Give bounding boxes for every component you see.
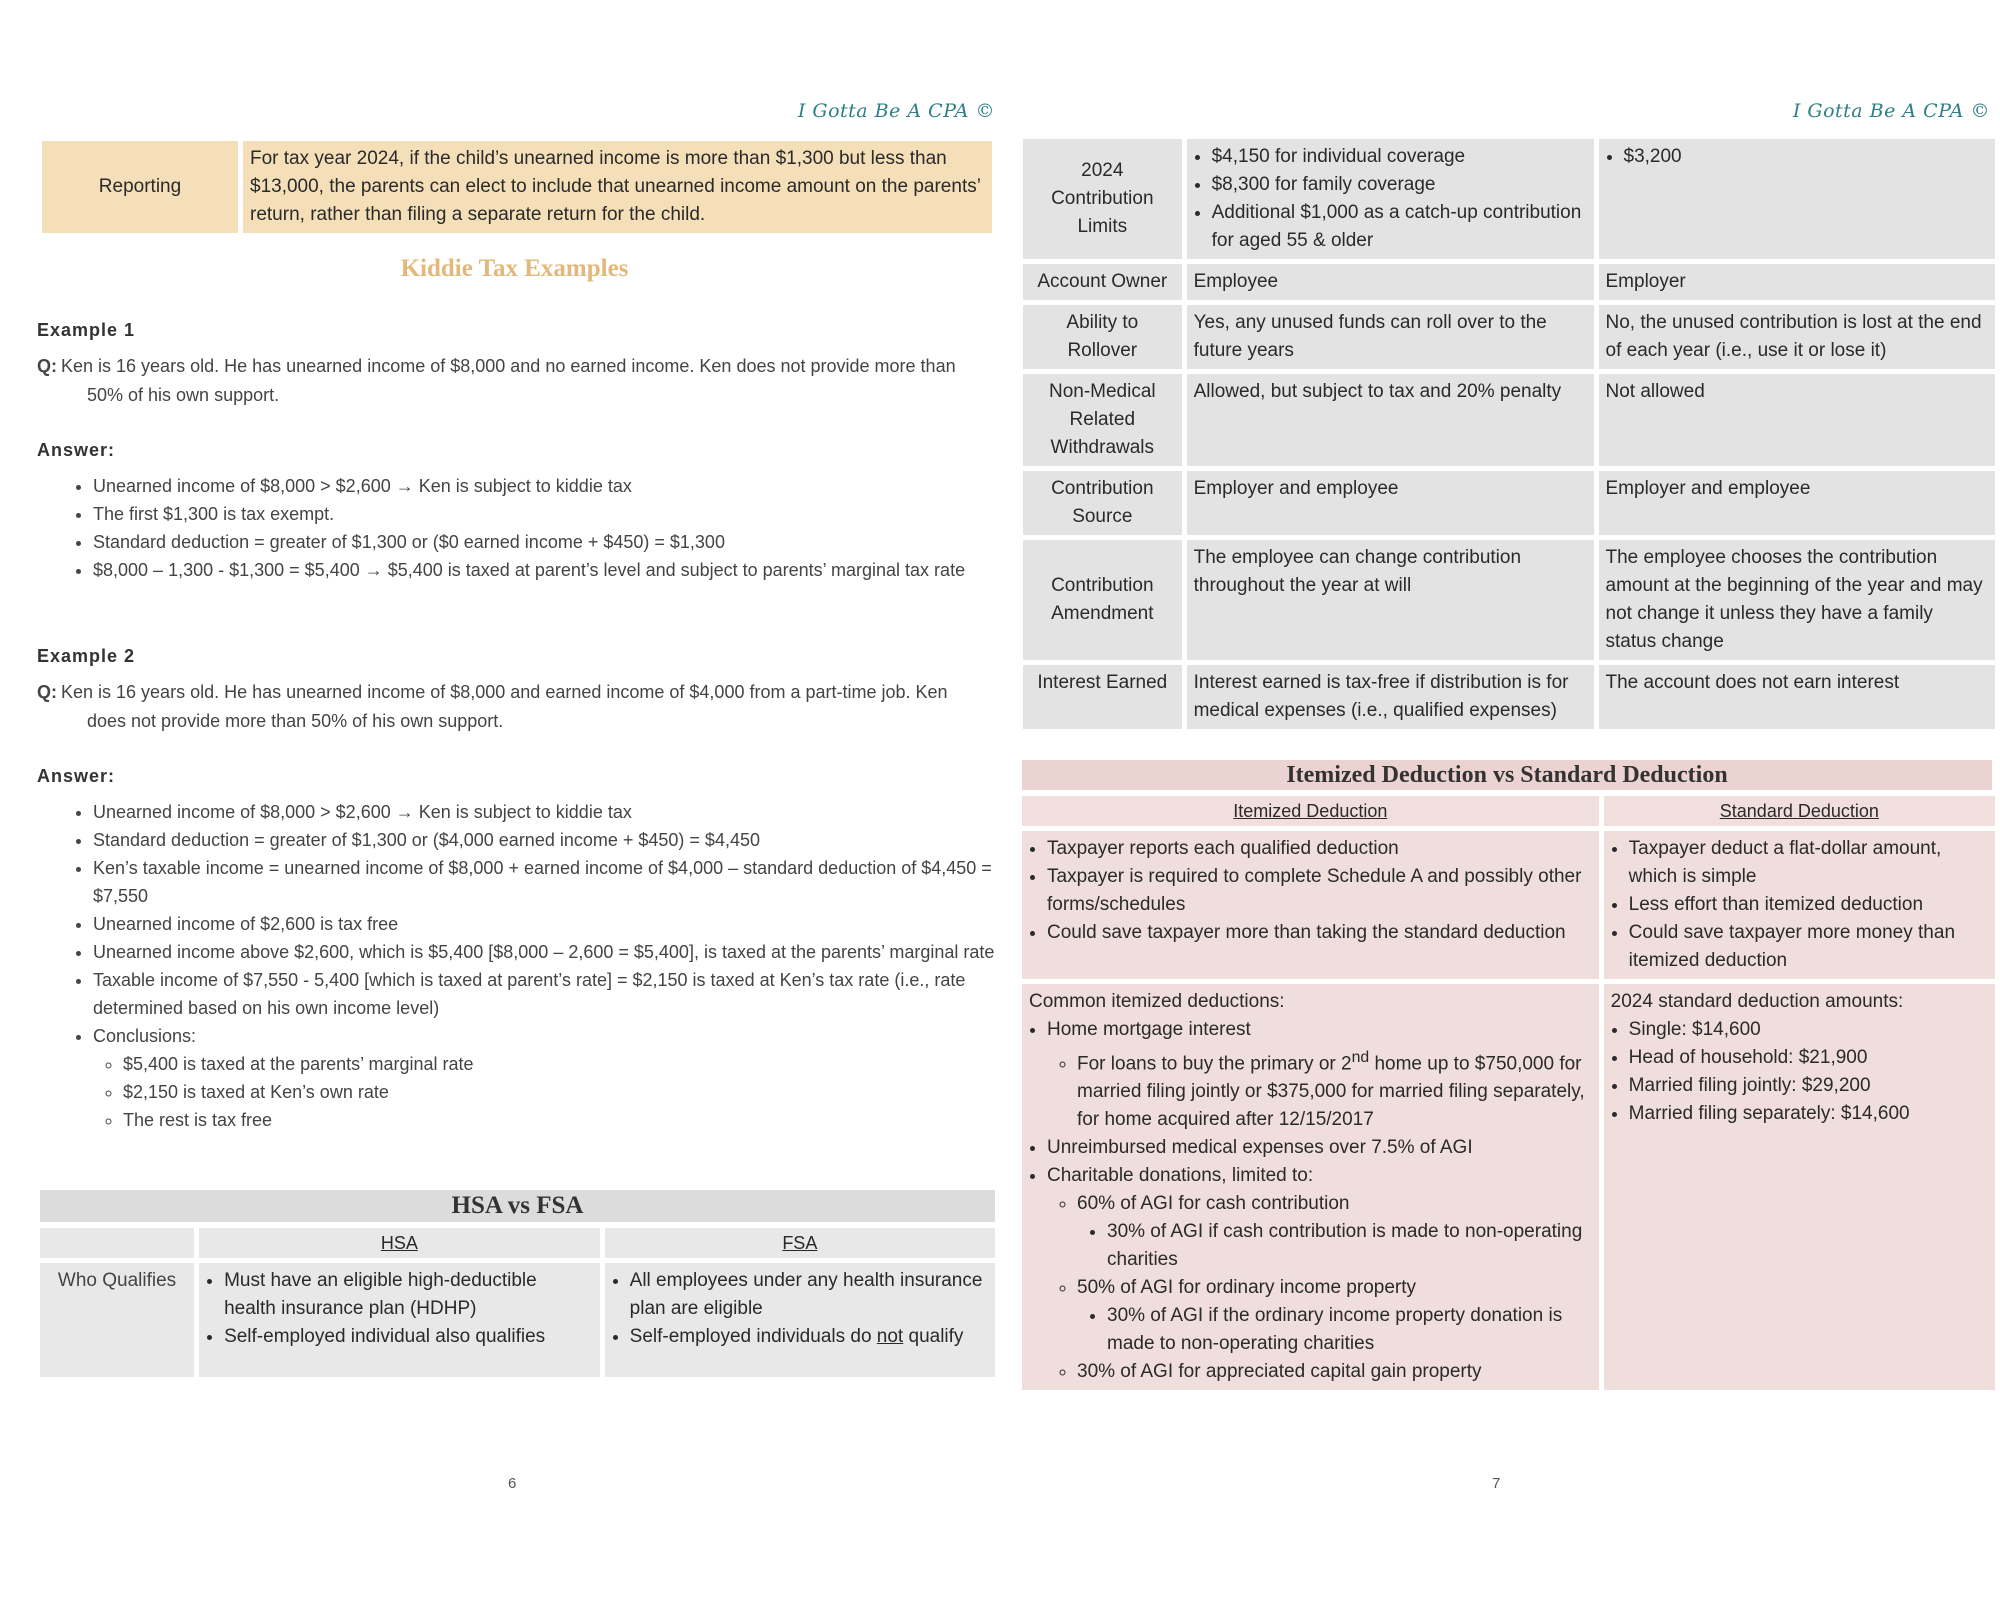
cash-item: 60% of AGI for cash contribution	[1077, 1193, 1350, 1215]
fsa-cell: Employer and employee	[1599, 471, 1996, 535]
list-item: • Taxpayer is required to complete Schedule A and possibly other forms/schedules	[1047, 863, 1592, 919]
example1-q-label: Q:	[37, 356, 57, 376]
table-row	[1022, 984, 1995, 1390]
row-label-interest-earned: Interest Earned	[1023, 665, 1182, 729]
table-row	[1023, 305, 1995, 369]
itemized-points-cell	[1022, 831, 1599, 979]
example2-answers	[75, 798, 998, 1134]
example2-question-text: Ken is 16 years old. He has unearned income of $8,000 and earned income of $4,000 from a part-time job. Ken does not provide more than 50% of his own support.	[61, 682, 948, 731]
fsa-item2-pre: Self-employed individuals do	[629, 1326, 877, 1347]
list-item: • Single: $14,600	[1629, 1016, 1988, 1044]
table-row	[40, 1263, 995, 1377]
list-item: • Self-employed individual also qualifies	[224, 1323, 593, 1351]
row-label-contribution-amendment: Contribution Amendment	[1023, 540, 1182, 660]
fsa-item2-post: qualify	[903, 1326, 964, 1347]
table-row	[1023, 665, 1995, 729]
list-item: • Unearned income of $8,000 > $2,600 → Ken is subject to kiddie tax	[93, 798, 998, 826]
column-header-hsa: HSA	[199, 1228, 600, 1258]
table-row	[1022, 796, 1995, 826]
column-header-standard: Standard Deduction	[1604, 796, 1995, 826]
right-page	[1000, 0, 2000, 1600]
fsa-cell: Employer	[1599, 264, 1996, 300]
fsa-cell	[605, 1263, 995, 1377]
list-item: • Head of household: $21,900	[1629, 1044, 1988, 1072]
hsa-cell: Yes, any unused funds can roll over to the future years	[1187, 305, 1594, 369]
conclusions-list	[93, 1050, 998, 1134]
row-label-who-qualifies: Who Qualifies	[40, 1263, 194, 1377]
list-item: ◦ 30% of AGI for appreciated capital gain property	[1077, 1358, 1592, 1386]
list-item	[1077, 1044, 1592, 1134]
hsa-fsa-table-right	[1018, 134, 2000, 734]
fsa-cell: The account does not earn interest	[1599, 665, 1996, 729]
list-item	[1077, 1274, 1592, 1358]
list-item: • Taxable income of $7,550 - 5,400 [which is taxed at parent’s rate] = $2,150 is taxed at Ken’s tax rate (i.e., rate determined based on his own income level)	[93, 966, 998, 1022]
brand-logo-right: I Gotta Be A CPA ©	[1792, 100, 1990, 122]
list-item	[630, 1323, 988, 1351]
list-item: ◦ $5,400 is taxed at the parents’ marginal rate	[123, 1050, 998, 1078]
list-item: • 30% of AGI if the ordinary income property donation is made to non-operating charities	[1107, 1302, 1592, 1358]
list-item: • The first $1,300 is tax exempt.	[93, 500, 998, 528]
standard-amounts-cell	[1604, 984, 1995, 1390]
table-row	[1023, 374, 1995, 466]
row-label-non-medical: Non-Medical Related Withdrawals	[1023, 374, 1182, 466]
column-header-fsa: FSA	[605, 1228, 995, 1258]
list-item: • Additional $1,000 as a catch-up contribution for aged 55 & older	[1212, 199, 1587, 255]
list-item: • 30% of AGI if cash contribution is made to non-operating charities	[1107, 1218, 1592, 1274]
ordinary-item: 50% of AGI for ordinary income property	[1077, 1277, 1416, 1299]
table-row	[1023, 264, 1995, 300]
example2-label: Example 2	[37, 646, 136, 666]
page-number-left: 6	[508, 1475, 517, 1492]
table-row	[1023, 471, 1995, 535]
example2-answer-label: Answer:	[37, 766, 116, 786]
list-item: • Ken’s taxable income = unearned income of $8,000 + earned income of $4,000 – standard deduction of $4,450 = $7,550	[93, 854, 998, 910]
table-row	[1023, 139, 1995, 259]
list-item: • Standard deduction = greater of $1,300 or ($0 earned income + $450) = $1,300	[93, 528, 998, 556]
example1-answers	[75, 472, 998, 584]
reporting-table	[37, 136, 997, 238]
mortgage-sub-post: home up to $750,000 for married filing jointly or $375,000 for married filing separately, for home acquired after 12/15/2017	[1077, 1053, 1585, 1131]
list-item: • $3,200	[1624, 143, 1989, 171]
list-item: • Standard deduction = greater of $1,300 or ($4,000 earned income + $450) = $4,450	[93, 826, 998, 854]
fsa-cell: Not allowed	[1599, 374, 1996, 466]
fsa-cell	[1599, 139, 1996, 259]
list-item	[1077, 1190, 1592, 1274]
list-item: ◦ $2,150 is taxed at Ken’s own rate	[123, 1078, 998, 1106]
fsa-cell: The employee chooses the contribution amount at the beginning of the year and may not change it unless they have a family status change	[1599, 540, 1996, 660]
kiddie-tax-title: Kiddie Tax Examples	[400, 255, 629, 282]
list-item: • $8,000 – 1,300 - $1,300 = $5,400 → $5,400 is taxed at parent’s level and subject to parents’ marginal tax rate	[93, 556, 998, 584]
hsa-cell: Employee	[1187, 264, 1594, 300]
mortgage-sub-sup: nd	[1351, 1049, 1370, 1066]
list-item: • $8,300 for family coverage	[1212, 171, 1587, 199]
example2-q-label: Q:	[37, 682, 57, 702]
page-number-right: 7	[1492, 1475, 1501, 1492]
itemized-standard-table	[1017, 791, 2000, 1395]
common-itemized-heading: Common itemized deductions:	[1029, 991, 1285, 1012]
fsa-item2-not: not	[876, 1326, 904, 1347]
list-item: • Could save taxpayer more than taking the standard deduction	[1047, 919, 1592, 947]
list-item	[1047, 1162, 1592, 1386]
reporting-text: For tax year 2024, if the child’s unearned income is more than $1,300 but less than $13,000, the parents can elect to include that unearned income amount on the parents’ return, rather than filing a separate return for the child.	[243, 141, 992, 233]
list-item: • Must have an eligible high-deductible health insurance plan (HDHP)	[224, 1267, 593, 1323]
list-item: • Taxpayer reports each qualified deduction	[1047, 835, 1592, 863]
common-itemized-cell	[1022, 984, 1599, 1390]
list-item: • Less effort than itemized deduction	[1629, 891, 1988, 919]
list-item: • Taxpayer deduct a flat-dollar amount, which is simple	[1629, 835, 1988, 891]
list-item: ◦ The rest is tax free	[123, 1106, 998, 1134]
table-row	[1023, 540, 1995, 660]
hsa-cell: Interest earned is tax-free if distribution is for medical expenses (i.e., qualified expenses)	[1187, 665, 1594, 729]
hsa-cell	[1187, 139, 1594, 259]
standard-amounts-heading: 2024 standard deduction amounts:	[1610, 991, 1904, 1012]
table-row	[40, 1228, 995, 1258]
example1-question	[37, 352, 977, 410]
example1-answer-label: Answer:	[37, 440, 116, 460]
conclusions-label: Conclusions:	[93, 1026, 197, 1046]
brand-logo-left: I Gotta Be A CPA ©	[797, 100, 995, 122]
list-item: • Unearned income above $2,600, which is $5,400 [$8,000 – 2,600 = $5,400], is taxed at the parents’ marginal rate	[93, 938, 998, 966]
list-item: • Unreimbursed medical expenses over 7.5% of AGI	[1047, 1134, 1592, 1162]
hsa-cell: Employer and employee	[1187, 471, 1594, 535]
example2-question	[37, 678, 977, 736]
empty-header-cell	[40, 1228, 194, 1258]
list-item	[93, 1022, 998, 1134]
hsa-cell: The employee can change contribution throughout the year at will	[1187, 540, 1594, 660]
charitable-item: Charitable donations, limited to:	[1047, 1165, 1314, 1187]
itemized-vs-standard-title: Itemized Deduction vs Standard Deduction	[1022, 760, 1992, 790]
column-header-itemized: Itemized Deduction	[1022, 796, 1599, 826]
row-label-account-owner: Account Owner	[1023, 264, 1182, 300]
hsa-vs-fsa-title: HSA vs FSA	[40, 1190, 995, 1222]
list-item: • Unearned income of $2,600 is tax free	[93, 910, 998, 938]
list-item	[1047, 1016, 1592, 1134]
hsa-cell	[199, 1263, 600, 1377]
fsa-cell: No, the unused contribution is lost at the end of each year (i.e., use it or lose it)	[1599, 305, 1996, 369]
mortgage-item: Home mortgage interest	[1047, 1019, 1251, 1040]
hsa-cell: Allowed, but subject to tax and 20% penalty	[1187, 374, 1594, 466]
table-row	[1022, 831, 1995, 979]
list-item: • $4,150 for individual coverage	[1212, 143, 1587, 171]
list-item: • All employees under any health insurance plan are eligible	[630, 1267, 988, 1323]
row-label-rollover: Ability to Rollover	[1023, 305, 1182, 369]
row-label-contribution-source: Contribution Source	[1023, 471, 1182, 535]
mortgage-sub-pre: For loans to buy the primary or 2	[1077, 1053, 1352, 1075]
list-item: • Married filing jointly: $29,200	[1629, 1072, 1988, 1100]
reporting-label: Reporting	[42, 141, 238, 233]
list-item: • Unearned income of $8,000 > $2,600 → Ken is subject to kiddie tax	[93, 472, 998, 500]
list-item: • Could save taxpayer more money than itemized deduction	[1629, 919, 1988, 975]
standard-points-cell	[1604, 831, 1995, 979]
row-label-contribution-limits: 2024 Contribution Limits	[1023, 139, 1182, 259]
example1-label: Example 1	[37, 320, 136, 340]
hsa-fsa-table-left	[35, 1223, 1000, 1382]
list-item: • Married filing separately: $14,600	[1629, 1100, 1988, 1128]
example1-question-text: Ken is 16 years old. He has unearned income of $8,000 and no earned income. Ken does not provide more than 50% of his own support.	[61, 356, 956, 405]
